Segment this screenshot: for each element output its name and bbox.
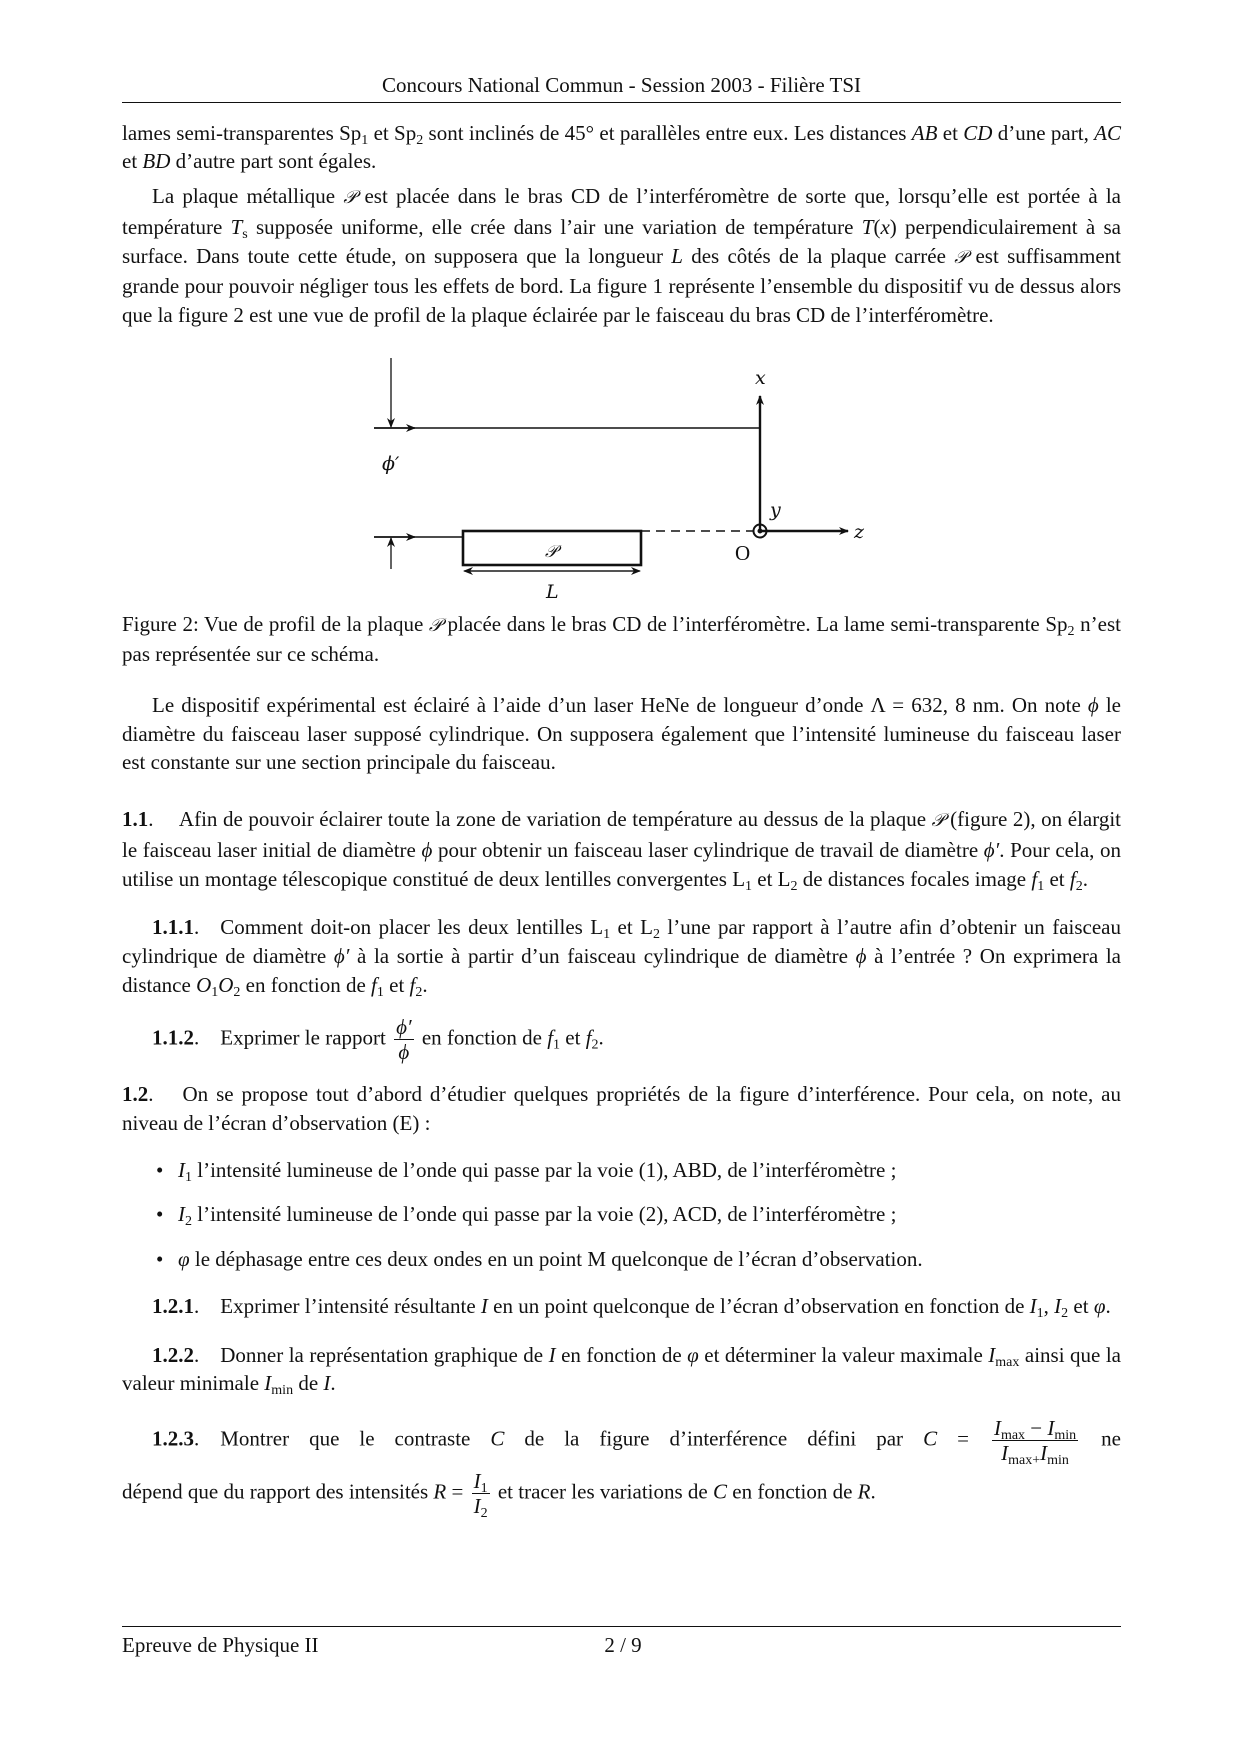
text-run: ne	[1081, 1426, 1121, 1451]
text-run: =	[446, 1479, 469, 1504]
subscript: min	[271, 1383, 294, 1399]
subscript: 2	[185, 1214, 192, 1230]
subscript: 2	[790, 878, 798, 894]
math-italic: f	[547, 1025, 554, 1050]
plate-symbol: 𝒫	[428, 614, 442, 636]
math-italic: I	[264, 1371, 272, 1396]
question-number: 1.2	[122, 1082, 149, 1107]
subscript: 1	[185, 1169, 192, 1185]
text-run: ainsi que la valeur minimale	[122, 1342, 1122, 1396]
math-italic: f	[1069, 866, 1076, 891]
subscript: 1	[553, 1037, 561, 1053]
math-italic: ϕ	[1087, 693, 1099, 718]
text-run: n’est pas représentée sur ce schéma.	[122, 611, 1121, 667]
subscript: 1	[480, 1480, 488, 1496]
math-italic: I	[473, 1468, 481, 1493]
plate-symbol: 𝒫	[343, 187, 357, 209]
text-run: à la sortie à partir d’un faisceau cylindrique de diamètre	[349, 943, 856, 968]
text-run: lames semi-transparentes Sp	[122, 120, 362, 145]
text-run: l’une par rapport à l’autre afin d’obtenir un faisceau cylindrique de diamètre	[122, 915, 1122, 968]
text-run: . Afin de pouvoir éclairer toute la zone de variation de température au dessus de la plaque	[148, 807, 932, 832]
subscript: 2	[1075, 878, 1083, 894]
text-run: pour obtenir un faisceau laser cylindrique de travail de diamètre	[432, 837, 984, 862]
text-run: l’intensité lumineuse de l’onde qui passe par la voie (2), ACD, de l’interféromètre ;	[192, 1202, 897, 1227]
text-run: et	[383, 972, 410, 997]
text-run: et	[1044, 866, 1070, 891]
text-run: . Pour cela, on utilise un montage télescopique constitué de deux lentilles convergentes L	[122, 837, 1121, 891]
math-italic: ϕ′	[396, 1015, 412, 1040]
bullet-item-3	[122, 1245, 1121, 1274]
text-run: Le dispositif expérimental est éclairé à l’aide d’un laser HeNe de longueur d’onde Λ = 632, 8 nm. On note	[152, 693, 1088, 718]
text-run: . On se propose tout d’abord d’étudier quelques propriétés de la figure d’interférence. Pour cela, on note, au niveau de l’écran d’observation (E) :	[122, 1082, 1121, 1136]
page-header: Concours National Commun - Session 2003 - Filière TSI	[381, 73, 862, 97]
footer-rule	[122, 1626, 1121, 1627]
math-italic: I	[993, 1415, 1001, 1440]
bullet-item-2	[122, 1200, 1121, 1229]
text-run: La plaque métallique	[152, 184, 344, 209]
math-italic: I	[1001, 1440, 1009, 1465]
math-italic: ϕ	[421, 837, 433, 862]
text-run: de la figure d’interférence défini par	[504, 1426, 924, 1451]
text-run: .	[1105, 1293, 1111, 1318]
paragraph-plate	[122, 182, 1121, 330]
fraction	[992, 1415, 1078, 1468]
text-run: le déphasage entre ces deux ondes en un point M quelconque de l’écran d’observation.	[189, 1247, 923, 1272]
text-run: et Sp	[368, 120, 417, 145]
subscript: 1	[1037, 878, 1045, 894]
subscript: min	[1047, 1452, 1069, 1468]
plate-symbol: 𝒫	[931, 810, 945, 832]
question-1-2-3-line2	[122, 1468, 1121, 1521]
fraction	[472, 1468, 490, 1521]
length-label: L	[546, 580, 559, 603]
text-run: ) perpendiculairement à sa surface. Dans toute cette étude, on supposera que la longueur	[122, 214, 1122, 268]
plate-label: 𝒫	[545, 541, 558, 562]
text-run: à l’entrée ? On exprimera la distance	[122, 943, 1122, 997]
text-run: .	[1082, 866, 1088, 891]
text-run: en fonction de	[240, 972, 372, 997]
text-run: supposée uniforme, elle crée dans l’air une variation de température	[247, 214, 862, 239]
subscript: 2	[591, 1037, 599, 1053]
text-run: en fonction de	[555, 1342, 688, 1367]
text-run: =	[937, 1426, 989, 1451]
subscript: 2	[233, 984, 241, 1000]
footer-row	[122, 1631, 1121, 1660]
question-1-2	[122, 1080, 1121, 1137]
text-run: est placée dans le bras CD de l’interféromètre de sorte que, lorsqu’elle est portée à la température	[122, 184, 1121, 239]
text-run: et déterminer la valeur maximale	[698, 1342, 989, 1367]
subscript: 1	[211, 984, 219, 1000]
text-run: .	[598, 1025, 604, 1050]
math-italic: I	[323, 1371, 331, 1396]
bullet-icon: •	[156, 1247, 164, 1272]
text-run: et	[1068, 1293, 1094, 1318]
subscript: 2	[652, 927, 660, 943]
denominator	[396, 1040, 411, 1064]
bullet-icon: •	[156, 1157, 164, 1182]
text-run: l’intensité lumineuse de l’onde qui passe par la voie (1), ABD, de l’interféromètre ;	[192, 1157, 897, 1182]
text-run: et tracer les variations de	[492, 1479, 713, 1504]
math-italic: R	[857, 1479, 871, 1504]
text-run: ,	[1043, 1293, 1055, 1318]
math-italic: O	[196, 972, 212, 997]
text-run: et	[122, 149, 143, 174]
header-rule	[122, 102, 1121, 103]
text-run: est suffisamment grande pour pouvoir négliger tous les effets de bord. La figure 1 représente l’ensemble du dispositif vu de dessus alors que la figure 2 est une vue de profil de la plaque éclairée par le faisceau du bras CD de l’interféromètre.	[122, 243, 1121, 327]
question-number: 1.1.1	[152, 915, 194, 940]
math-italic: C	[923, 1426, 938, 1451]
denominator	[472, 1493, 490, 1521]
subscript: 2	[415, 984, 423, 1000]
text-run: . Montrer que le contraste	[194, 1426, 491, 1451]
math-italic: BD	[142, 149, 171, 174]
math-italic: φ	[687, 1342, 699, 1367]
subscript: 1	[1036, 1305, 1044, 1321]
math-italic: I	[1040, 1440, 1048, 1465]
math-italic: AB	[911, 120, 938, 145]
math-italic: I	[178, 1202, 185, 1227]
subscript: 2	[1061, 1305, 1069, 1321]
text-run: .	[870, 1479, 876, 1504]
subscript: 1	[603, 927, 611, 943]
subscript: 1	[745, 878, 753, 894]
math-italic: ϕ	[398, 1040, 410, 1065]
paragraph-laser	[122, 691, 1121, 777]
math-italic: φ	[178, 1247, 190, 1272]
math-italic: I	[178, 1157, 185, 1182]
math-italic: ϕ′	[333, 943, 350, 968]
text-run: d’autre part sont égales.	[170, 149, 377, 174]
math-italic: C	[490, 1426, 505, 1451]
text-run: . Comment doit-on placer les deux lentilles L	[194, 915, 604, 940]
y-axis-label: y	[770, 498, 781, 521]
math-italic: AC	[1094, 120, 1121, 145]
numerator	[472, 1469, 490, 1494]
bullet-item-1	[122, 1156, 1121, 1185]
math-italic: f	[409, 972, 416, 997]
z-axis-label: z	[854, 520, 865, 543]
text-run: . Exprimer l’intensité résultante	[194, 1293, 481, 1318]
question-number: 1.1.2	[152, 1025, 194, 1050]
question-number: 1.2.2	[152, 1342, 194, 1367]
plate-symbol: 𝒫	[954, 246, 968, 268]
math-italic: CD	[963, 120, 993, 145]
question-1-1	[122, 805, 1121, 893]
math-italic: ϕ	[855, 943, 867, 968]
subscript: max	[1000, 1427, 1026, 1443]
bullet-text	[178, 1157, 897, 1185]
subscript: s	[242, 226, 248, 242]
footer	[122, 1608, 1121, 1660]
math-italic: T	[861, 214, 874, 239]
numerator	[992, 1416, 1078, 1441]
paragraph-intro	[122, 119, 1121, 176]
text-run: (figure 2), on élargit le faisceau laser initial de diamètre	[122, 807, 1122, 862]
y-axis-dot	[758, 529, 762, 533]
math-italic: I	[1054, 1293, 1062, 1318]
math-italic: T	[230, 214, 243, 239]
text-run: de	[293, 1371, 324, 1396]
text-run: en fonction de	[416, 1025, 548, 1050]
text-run: placée dans le bras CD de l’interféromètre. La lame semi-transparente Sp	[441, 611, 1068, 636]
footer-title: Epreuve de Physique II	[122, 1633, 319, 1658]
math-italic: R	[433, 1479, 447, 1504]
bullet-text	[178, 1202, 897, 1230]
figure-2-diagram	[360, 348, 880, 604]
math-italic: I	[988, 1342, 996, 1367]
math-italic: φ	[1093, 1293, 1106, 1318]
question-1-1-1	[122, 913, 1121, 999]
math-italic: f	[1031, 866, 1038, 891]
origin-label: O	[735, 540, 751, 565]
text-run: en un point quelconque de l’écran d’observation en fonction de	[487, 1293, 1030, 1318]
question-number: 1.1	[122, 807, 149, 832]
math-italic: O	[218, 972, 234, 997]
text-run: dépend que du rapport des intensités	[122, 1479, 434, 1504]
subscript: 1	[361, 132, 369, 148]
subscript: max	[995, 1354, 1020, 1370]
math-italic: I	[548, 1342, 556, 1367]
text-run: et L	[610, 915, 653, 940]
subscript: 2	[1067, 623, 1075, 639]
text-run: des côtés de la plaque carrée	[682, 243, 955, 268]
denominator	[999, 1440, 1071, 1468]
math-italic: I	[1047, 1415, 1055, 1440]
text-run: Figure 2: Vue de profil de la plaque	[122, 611, 429, 636]
question-1-2-2	[122, 1341, 1121, 1398]
text-run: et L	[752, 866, 791, 891]
text-run: . Exprimer le rapport	[194, 1025, 392, 1050]
math-italic: f	[371, 972, 377, 997]
math-italic: L	[671, 243, 683, 268]
subscript: min	[1054, 1427, 1077, 1443]
question-1-2-1	[122, 1292, 1121, 1321]
question-1-1-2	[122, 1015, 1121, 1064]
math-italic: x	[880, 214, 890, 239]
math-italic: I	[1029, 1293, 1037, 1318]
bullet-text	[178, 1247, 923, 1271]
text-run: de distances focales image	[797, 866, 1032, 891]
text-run: en fonction de	[727, 1479, 858, 1504]
x-axis-label: x	[755, 366, 766, 389]
figure-caption	[122, 610, 1121, 669]
math-italic: C	[713, 1479, 728, 1504]
math-italic: ϕ′	[983, 837, 1000, 862]
bullet-icon: •	[156, 1202, 164, 1227]
text-run: .	[422, 972, 428, 997]
subscript: max+	[1008, 1452, 1041, 1468]
question-1-2-3-line1	[122, 1415, 1121, 1468]
text-run: (	[873, 214, 881, 239]
text-run: et	[560, 1025, 586, 1050]
math-italic: I	[473, 1493, 481, 1518]
numerator	[394, 1015, 413, 1040]
math-italic: I	[480, 1293, 488, 1318]
text-run: sont inclinés de 45° et parallèles entre eux. Les distances	[423, 120, 912, 145]
text-run: le diamètre du faisceau laser supposé cylindrique. On supposera également que l’intensité lumineuse du faisceau laser est constante sur une section principale du faisceau.	[122, 693, 1121, 775]
text-run: . Donner la représentation graphique de	[194, 1342, 549, 1367]
subscript: 2	[480, 1505, 488, 1521]
page-number: 2 / 9	[604, 1633, 642, 1658]
question-number: 1.2.3	[152, 1426, 194, 1451]
question-number: 1.2.1	[152, 1293, 194, 1318]
fraction	[394, 1015, 413, 1064]
text-run: d’une part,	[992, 120, 1095, 145]
subscript: 2	[416, 132, 424, 148]
text-run: .	[330, 1371, 336, 1396]
math-italic: f	[585, 1025, 592, 1050]
beam-diameter-label: ϕ′	[382, 452, 400, 475]
text-run: −	[1025, 1415, 1048, 1440]
text-run: et	[937, 120, 964, 145]
subscript: 1	[376, 984, 384, 1000]
